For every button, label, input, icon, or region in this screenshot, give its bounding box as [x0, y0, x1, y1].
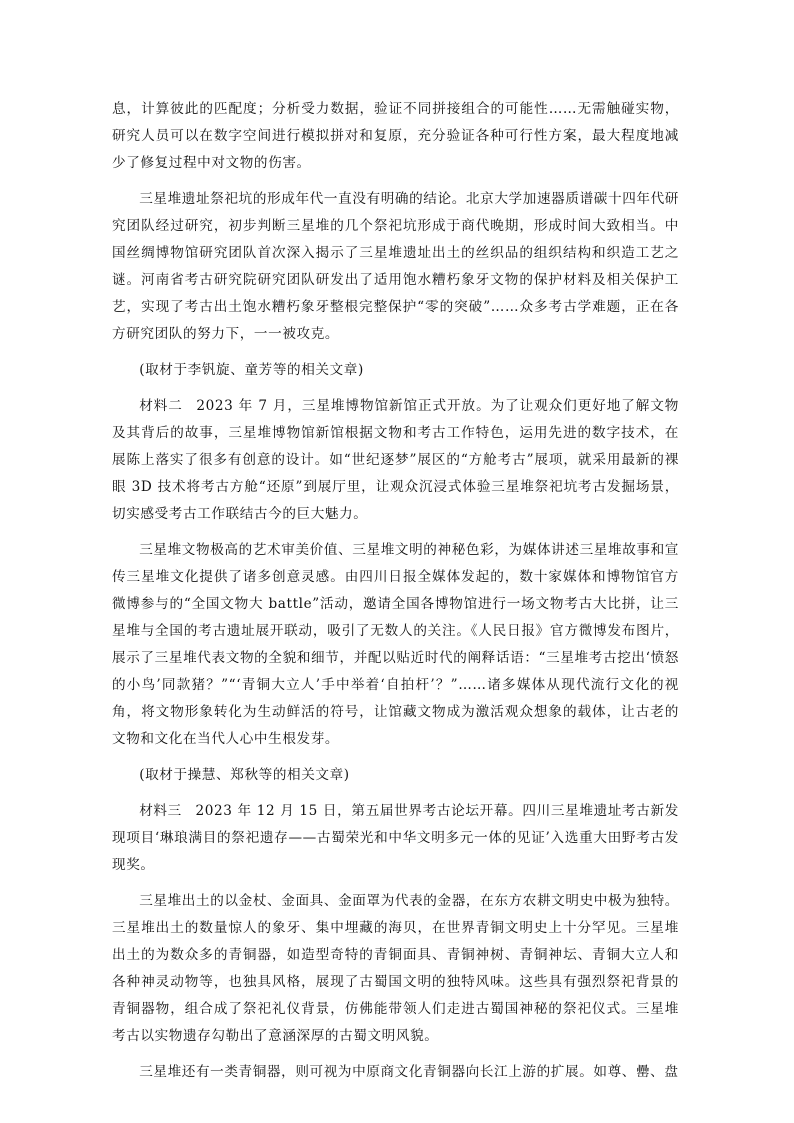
material-three-text: 2023 年 12 月 15 日，第五届世界考古论坛开幕。四川三星堆遗址考古新发现项目‘琳琅满目的祭祀遗存——古蜀荣光和中华文明多元一体的见证’入选重大田野考古发现奖。 [112, 803, 679, 873]
paragraph-material-two [112, 393, 679, 528]
paragraph-bronze-vessels: 三星堆还有一类青铜器，则可视为中原商文化青铜器向长江上游的扩展。如尊、罍、盘 [139, 1064, 679, 1080]
source-citation-1: (取材于李钒旋、童芳等的相关文章) [139, 362, 364, 378]
paragraph-media-culture: 三星堆文物极高的艺术审美价值、三星堆文明的神秘色彩，为媒体讲述三星堆故事和宣传三星堆文化提供了诸多创意灵感。由四川日报全媒体发起的，数十家媒体和博物馆官方微博参与的“全国文物大 battle”活动，邀请全国各博物馆进行一场文物考古大比拼，让三星堆与全国的考古遗址展开联动，吸引了无数人的关注。《人民日报》官方微博发布图片，展示了三星堆代表文物的全貌和细节，并配以贴近时代的阐释话语：“三星堆考古挖出‘愤怒的小鸟’同款猪？”“‘青铜大立人’手中举着‘自拍杆’？”……诸多媒体从现代流行文化的视角，将文物形象转化为生动鲜活的符号，让馆藏文物成为激活观众想象的载体，让古老的文物和文化在当代人心中生根发芽。 [112, 542, 679, 747]
source-citation-2: (取材于操慧、郑秋等的相关文章) [139, 767, 350, 783]
paragraph-material-three [112, 798, 679, 879]
paragraph-gold-bronze: 三星堆出土的以金杖、金面具、金面罩为代表的金器，在东方农耕文明史中极为独特。三星堆出土的数量惊人的象牙、集中埋藏的海贝，在世界青铜文明史上十分罕见。三星堆出土的为数众多的青铜器，如造型奇特的青铜面具、青铜神树、青铜神坛、青铜大立人和各种神灵动物等，也独具风格，展现了古蜀国文明的独特风味。这些具有强烈祭祀背景的青铜器物，组合成了祭祀礼仪背景，仿佛能带领人们走进古蜀国神秘的祭祀仪式。三星堆考古以实物遗存勾勒出了意涵深厚的古蜀文明风貌。 [112, 893, 679, 1044]
paragraph-research-findings: 三星堆遗址祭祀坑的形成年代一直没有明确的结论。北京大学加速器质谱碳十四年代研究团队经过研究，初步判断三星堆的几个祭祀坑形成于商代晚期，形成时间大致相当。中国丝绸博物馆研究团队首次深入揭示了三星堆遗址出土的丝织品的组织结构和织造工艺之谜。河南省考古研究院研究团队研发出了适用饱水糟朽象牙文物的保护材料及相关保护工艺，实现了考古出土饱水糟朽象牙整根完整保护“零的突破”……众多考古学难题，正在各方研究团队的努力下，一一被攻克。 [112, 191, 679, 342]
material-label-three: 材料三 [139, 803, 182, 819]
material-two-text: 2023 年 7 月，三星堆博物馆新馆正式开放。为了让观众们更好地了解文物及其背后的故事，三星堆博物馆新馆根据文物和考古工作特色，运用先进的数字技术，在展陈上落实了很多有创意的设计。如“世纪逐梦”展区的“方舱考古”展项，就采用最新的裸眼 3D 技术将考古方舱“还原”到展厅里，让观众沉浸式体验三星堆祭祀坑考古发掘场景，切实感受考古工作联结古今的巨大魅力。 [112, 398, 679, 522]
document-page [112, 96, 679, 1086]
paragraph-digital-restoration: 息，计算彼此的匹配度；分析受力数据，验证不同拼接组合的可能性……无需触碰实物，研究人员可以在数字空间进行模拟拼对和复原，充分验证各种可行性方案，最大程度地减少了修复过程中对文物的伤害。 [112, 101, 679, 171]
material-label-two: 材料二 [139, 398, 183, 414]
